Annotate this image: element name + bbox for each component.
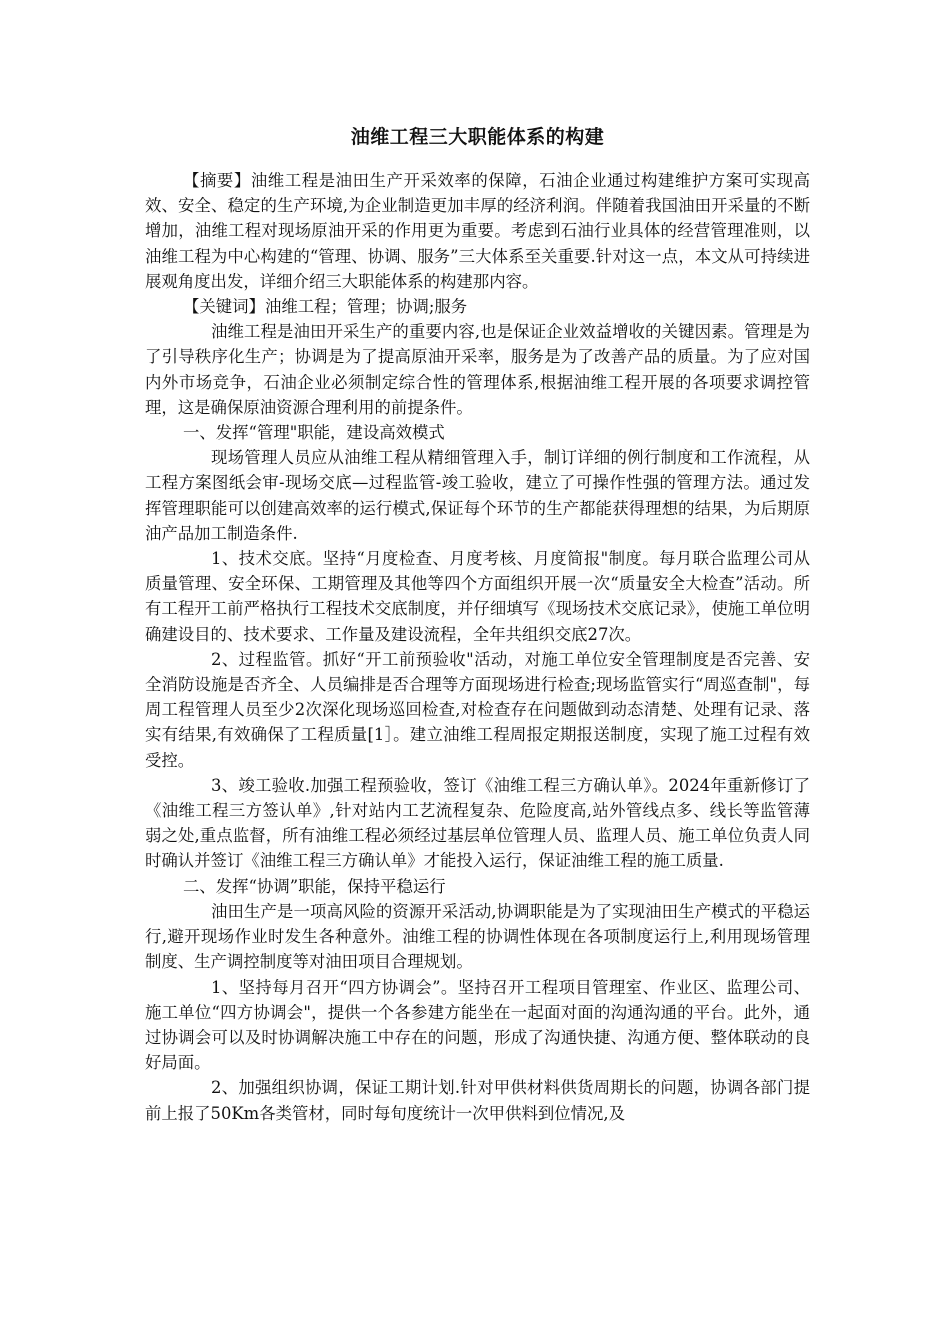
section-1-item-1: 1、技术交底。坚持“月度检查、月度考核、月度简报"制度。每月联合监理公司从质量管理、安全环保、工期管理及其他等四个方面组织开展一次“质量安全大检查”活动。所有工程开工前严格执行工程技术交底制度，并仔细填写《现场技术交底记录》，使施工单位明确建设目的、技术要求、工作量及建设流程，全年共组织交底27次。	[145, 549, 810, 644]
section-1-item-3: 3、竣工验收.加强工程预验收，签订《油维工程三方确认单》。2024年重新修订了《油维工程三方签认单》,针对站内工艺流程复杂、危险度高,站外管线点多、线长等监管薄弱之处,重点监督，所有油维工程必须经过基层单位管理人员、监理人员、施工单位负责人同时确认并签订《油维工程三方确认单》才能投入运行，保证油维工程的施工质量.	[145, 775, 810, 871]
intro-paragraph: 油维工程是油田开采生产的重要内容,也是保证企业效益增收的关键因素。管理是为了引导秩序化生产；协调是为了提高原油开采率，服务是为了改善产品的质量。为了应对国内外市场竞争，石油企业必须制定综合性的管理体系,根据油维工程开展的各项要求调控管理，这是确保原油资源合理利用的前提条件。	[145, 322, 810, 417]
section-1-heading: 一、发挥“管理"职能，建设高效模式	[183, 423, 445, 443]
document-title: 油维工程三大职能体系的构建	[350, 126, 605, 148]
section-2-item-1: 1、坚持每月召开“四方协调会”。坚持召开工程项目管理室、作业区、监理公司、施工单位“四方协调会"，提供一个各参建方能坐在一起面对面的沟通沟通的平台。此外，通过协调会可以及时协调解决施工中存在的问题，形成了沟通快捷、沟通方便、整体联动的良好局面。	[145, 977, 810, 1073]
abstract-paragraph: 【摘要】油维工程是油田生产开采效率的保障，石油企业通过构建维护方案可实现高效、安全、稳定的生产环境,为企业制造更加丰厚的经济利润。伴随着我国油田开采量的不断增加，油维工程对现场原油开采的作用更为重要。考虑到石油行业具体的经营管理准则，以油维工程为中心构建的“管理、协调、服务”三大体系至关重要.针对这一点，本文从可持续进展观角度出发，详细介绍三大职能体系的构建那内容。	[145, 171, 810, 291]
document-page	[145, 0, 810, 1126]
section-2-intro: 油田生产是一项高风险的资源开采活动,协调职能是为了实现油田生产模式的平稳运行,避开现场作业时发生各种意外。油维工程的协调性体现在各项制度运行上,利用现场管理制度、生产调控制度等对油田项目合理规划。	[145, 901, 810, 972]
abstract-section	[145, 168, 810, 319]
section-1-intro: 现场管理人员应从油维工程从精细管理入手，制订详细的例行制度和工作流程，从工程方案图纸会审-现场交底—过程监管-竣工验收，建立了可操作性强的管理方法。通过发挥管理职能可以创建高效率的运行模式,保证每个环节的生产都能获得理想的结果，为后期原油产品加工制造条件.	[145, 448, 810, 543]
section-1-item-2: 2、过程监管。抓好“开工前预验收"活动，对施工单位安全管理制度是否完善、安全消防设施是否齐全、人员编排是否合理等方面现场进行检查;现场监管实行“周巡查制"，每周工程管理人员至少2次深化现场巡回检查,对检查存在问题做到动态清楚、处理有记录、落实有结果,有效确保了工程质量[1］。建立油维工程周报定期报送制度，实现了施工过程有效受控。	[145, 649, 810, 770]
section-2-heading: 二、发挥“协调”职能，保持平稳运行	[183, 876, 446, 896]
keywords-paragraph: 【关键词】油维工程；管理；协调;服务	[183, 297, 468, 317]
section-2-item-2: 2、加强组织协调，保证工期计划.针对甲供材料供货周期长的问题，协调各部门提前上报了50Km各类管材，同时每旬度统计一次甲供料到位情况,及	[145, 1078, 810, 1123]
